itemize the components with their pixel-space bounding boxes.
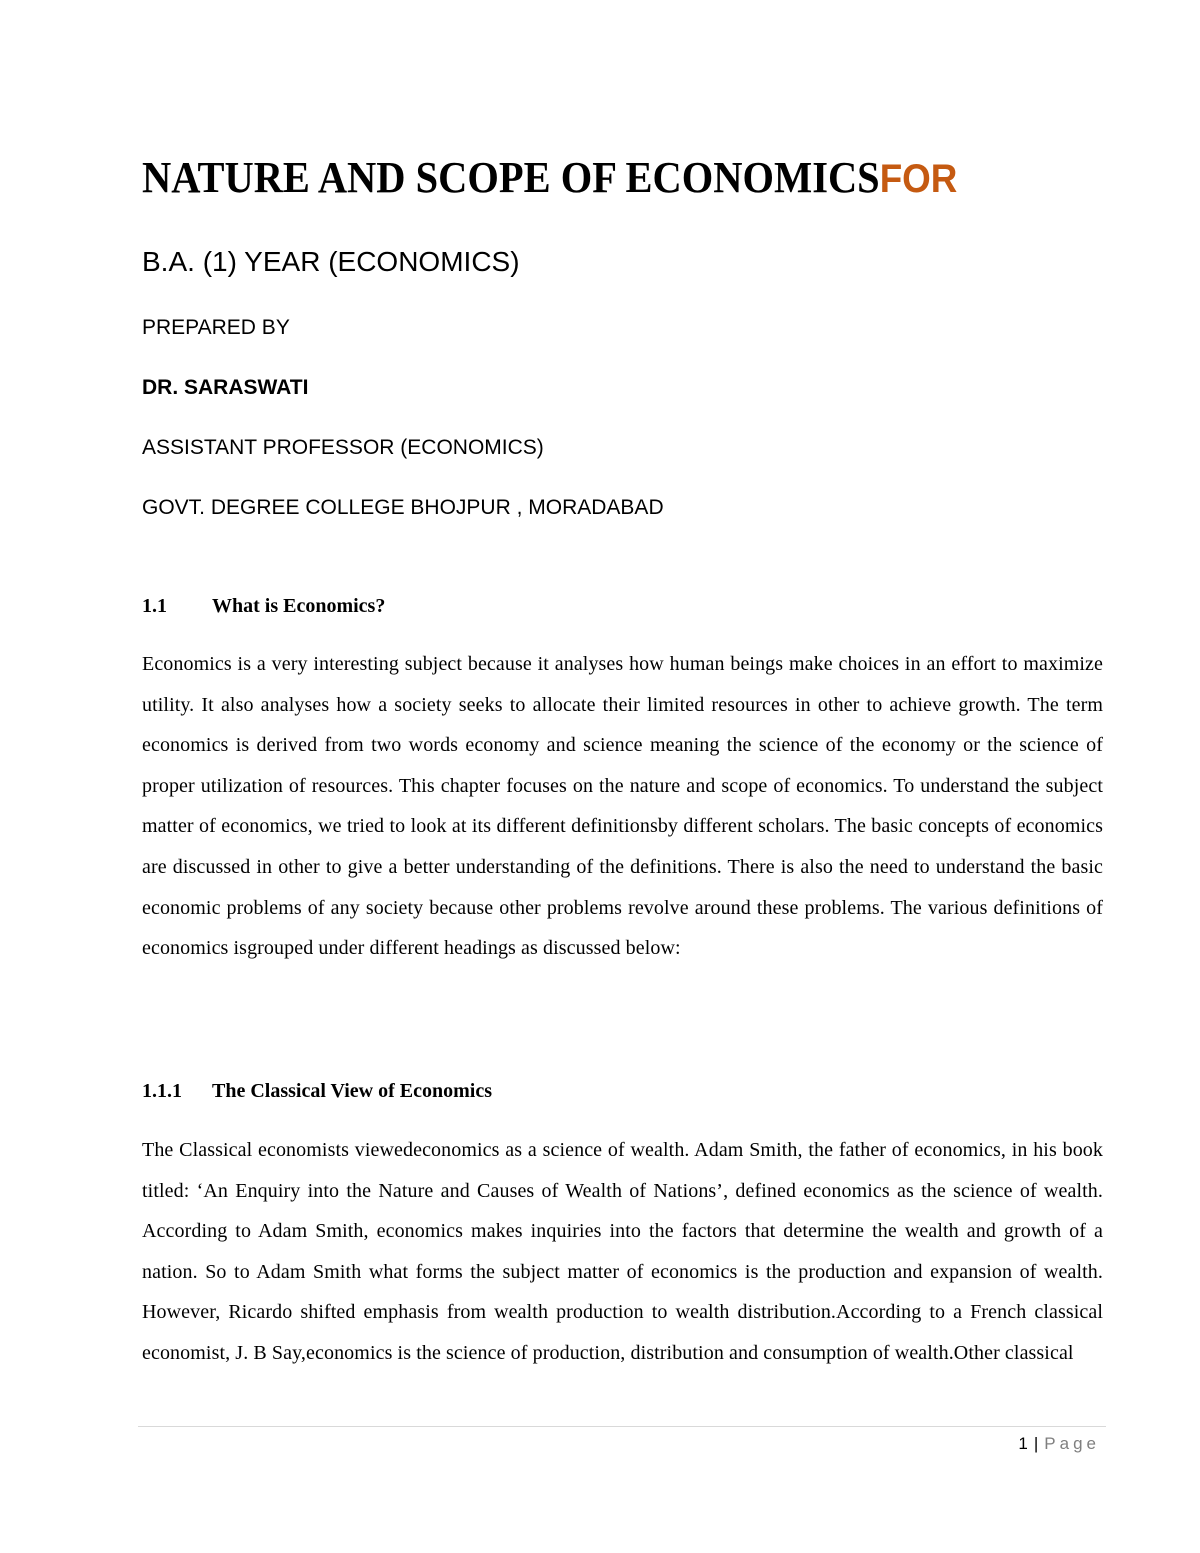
page-label: Page [1044, 1434, 1100, 1453]
author-position: ASSISTANT PROFESSOR (ECONOMICS) [142, 436, 544, 459]
footer-divider [138, 1426, 1106, 1427]
author-name: DR. SARASWATI [142, 376, 309, 399]
section-number: 1.1 [142, 595, 167, 617]
subsection-body: The Classical economists viewedeconomics as a science of wealth. Adam Smith, the father of economics, in his book titled: ‘An Enquiry into the Nature and Causes of Wealth of Nations’, defined economics as the science of wealth. According to Adam Smith, economics makes inquiries into the factors that determine the wealth and growth of a nation. So to Adam Smith what forms the subject matter of economics is the production and expansion of wealth. However, Ricardo shifted emphasis from wealth production to wealth distribution.According to a French classical economist, J. B Say,economics is the science of production, distribution and consumption of wealth.Other classical [142, 1139, 1103, 1364]
subsection-heading [142, 1077, 492, 1105]
footer-separator: | [1033, 1434, 1039, 1453]
section-body: Economics is a very interesting subject because it analyses how human beings make choices in an effort to maximize utility. It also analyses how a society seeks to allocate their limited resources in other to achieve growth. The term economics is derived from two words economy and science meaning the science of the economy or the science of proper utilization of resources. This chapter focuses on the nature and scope of economics. To understand the subject matter of economics, we tried to look at its different definitionsby different scholars. The basic concepts of economics are discussed in other to give a better understanding of the definitions. There is also the need to understand the basic economic problems of any society because other problems revolve around these problems. The various definitions of economics isgrouped under different headings as discussed below: [142, 653, 1103, 960]
page-footer [1018, 1432, 1100, 1456]
title-accent: FOR [879, 157, 958, 201]
document-title [142, 150, 957, 207]
section-heading [142, 592, 385, 620]
page-number: 1 [1018, 1434, 1028, 1453]
subsection-number: 1.1.1 [142, 1080, 182, 1102]
section-title: What is Economics? [212, 595, 386, 617]
subsection-title: The Classical View of Economics [212, 1080, 492, 1102]
title-main: NATURE AND SCOPE OF ECONOMICS [142, 153, 880, 202]
prepared-by-label: PREPARED BY [142, 316, 290, 339]
author-college: GOVT. DEGREE COLLEGE BHOJPUR , MORADABAD [142, 496, 664, 519]
document-subtitle: B.A. (1) YEAR (ECONOMICS) [142, 246, 520, 277]
